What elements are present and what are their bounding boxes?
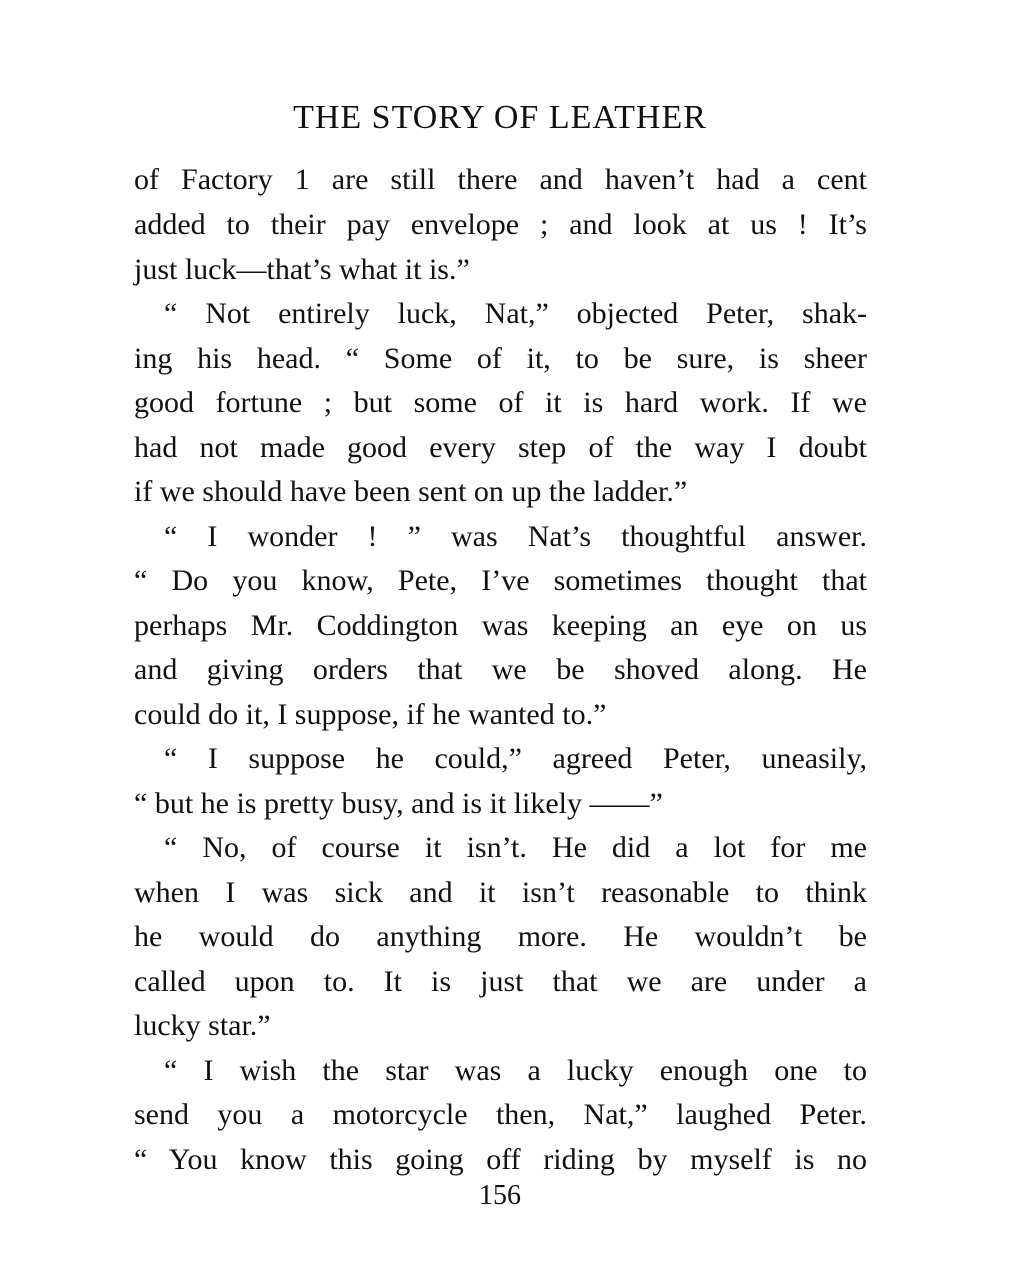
text-line: lucky star.” bbox=[134, 1009, 271, 1042]
text-line: when I was sick and it isn’t reasonable to think bbox=[134, 876, 867, 909]
text-line: “ I suppose he could,” agreed Peter, uneasily, bbox=[164, 742, 867, 775]
text-line: good fortune ; but some of it is hard work. If we bbox=[134, 386, 867, 419]
text-line: send you a motorcycle then, Nat,” laughed Peter. bbox=[134, 1098, 867, 1131]
text-line: “ I wish the star was a lucky enough one to bbox=[164, 1054, 867, 1087]
text-line: perhaps Mr. Coddington was keeping an eye on us bbox=[134, 609, 867, 642]
text-line: ing his head. “ Some of it, to be sure, is sheer bbox=[134, 342, 867, 375]
page-number: 156 bbox=[479, 1180, 521, 1211]
text-line: and giving orders that we be shoved along. He bbox=[134, 653, 867, 686]
text-line: “ Do you know, Pete, I’ve sometimes thought that bbox=[134, 564, 867, 597]
text-line: “ You know this going off riding by myself is no bbox=[134, 1143, 867, 1176]
text-line: called upon to. It is just that we are under a bbox=[134, 965, 867, 998]
text-line: “ Not entirely luck, Nat,” objected Peter, shak- bbox=[164, 297, 867, 330]
text-line: he would do anything more. He wouldn’t be bbox=[134, 920, 867, 953]
text-line: added to their pay envelope ; and look at us ! It’s bbox=[134, 208, 867, 241]
text-line: could do it, I suppose, if he wanted to.” bbox=[134, 698, 607, 731]
text-line: “ I wonder ! ” was Nat’s thoughtful answer. bbox=[164, 520, 867, 553]
text-line: just luck—that’s what it is.” bbox=[134, 253, 470, 286]
running-head: THE STORY OF LEATHER bbox=[293, 99, 707, 136]
text-line: of Factory 1 are still there and haven’t had a cent bbox=[134, 163, 867, 196]
text-line: had not made good every step of the way I doubt bbox=[134, 431, 867, 464]
text-line: “ No, of course it isn’t. He did a lot for me bbox=[164, 831, 867, 864]
text-line: if we should have been sent on up the ladder.” bbox=[134, 475, 688, 508]
text-line: “ but he is pretty busy, and is it likely ——” bbox=[134, 787, 663, 820]
